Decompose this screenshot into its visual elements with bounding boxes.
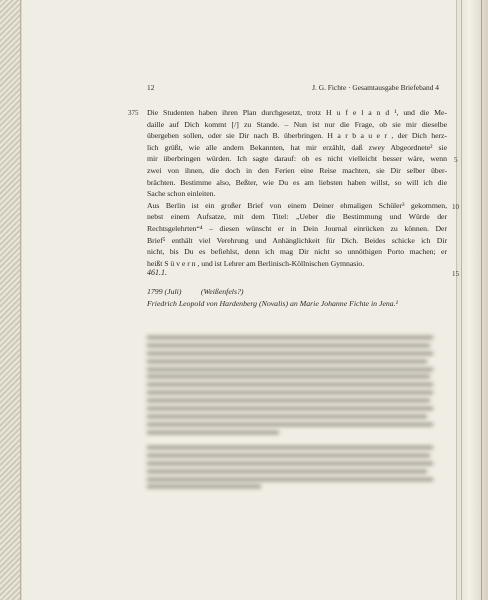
text-line: Die Studenten haben ihren Plan durchgesetzt, trotz H u f e l a n d ¹, und die Me- [147,108,447,117]
left-page-edge [0,0,21,600]
blurred-notes-block [147,446,433,493]
document-date-place: 1799 (Juli) (Weißenfels?) [147,287,244,296]
text-line: Aus Berlin ist ein großer Brief von einem Deiner ehmaligen Schüler³ gekommen, [147,200,447,210]
text-line: daille auf Dich kommt [/] zu Stande. – Nun ist nur die Frage, ob sie mir dieselbe [147,119,447,129]
text-line: lich grüßt, wie alle andern Bekannten, hat mir erzählt, daß zwey Abgeordnete² sie [147,142,447,152]
text-line: heißt S ü v e r n , und ist Lehrer am Berlinisch-Köllnischen Gymnasio. [147,258,365,268]
running-title: J. G. Fichte · Gesamtausgabe Briefeband 4 [312,83,439,92]
text-line: Brief⁵ enthält viel Verehrung und Anhänglichkeit für Dich. Beides schicke ich Dir [147,235,447,245]
text-line: mir überbringen würden. Ich sagte darauf: ob es nicht vielleicht besser wäre, wenn [147,154,447,164]
text-line: Rechtsgelehrten“⁴ – diesen wünscht er in Dein Journal einrücken zu können. Der [147,223,447,233]
text-line: brächten. Bestimme also, Beßter, wie Du es am liebsten haben willst, so will ich die [147,177,447,187]
page-number: 12 [147,83,155,92]
text-line: zwei von ihnen, die doch in den Ferien eine Reise machten, sie Dir selber über- [147,165,447,175]
blurred-notes-block [147,336,433,439]
document-number: 461.1. [147,268,167,277]
margin-line-number: 10 [452,203,459,211]
text-line: nebst einem Aufsatze, mit dem Titel: „Ueber die Bestimmung und Würde der [147,212,447,222]
document-heading [147,286,447,309]
margin-line-number: 375 [128,109,139,117]
document-title: Friedrich Leopold von Hardenberg (Novalis) an Marie Johanne Fichte in Jena.¹ [147,298,398,308]
margin-line-number: 5 [454,156,458,164]
letter-text [147,107,447,269]
margin-line-number: 15 [452,270,459,278]
text-line: Sache schon einleiten. [147,189,216,199]
running-header [147,83,439,93]
text-line: nicht, bis Du es befiehlst, denn ich mag Dir nicht so unnöthigen Porto machen; er [147,247,447,257]
text-line: übergeben sollen, oder sie Dir nach B. überbringen. H a r b a u e r , der Dich herz- [147,131,447,141]
book-spine-edge [457,0,488,600]
